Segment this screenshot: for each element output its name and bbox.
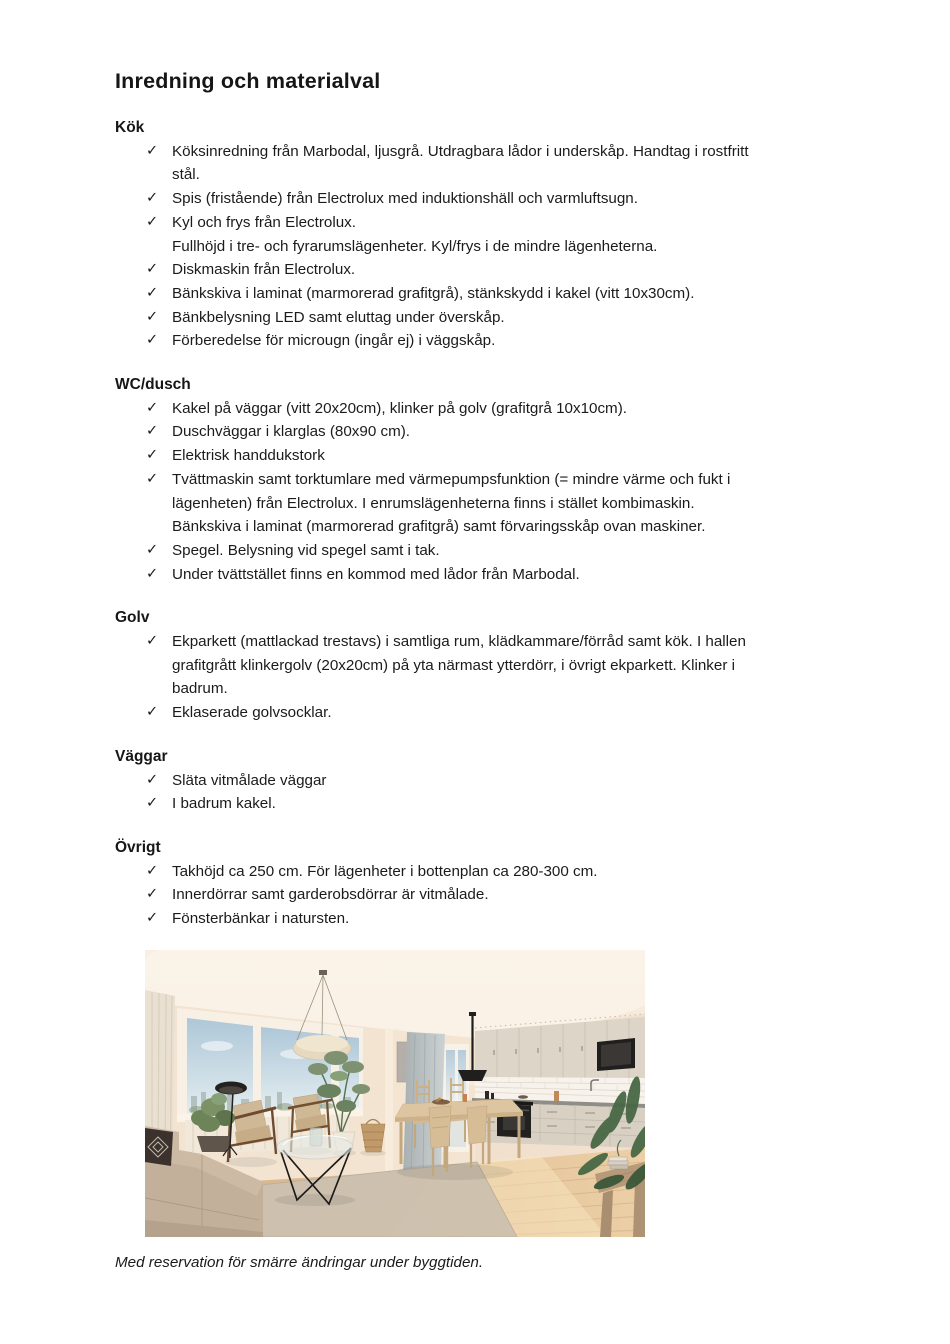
check-icon: ✓ [146,470,159,487]
list-item [115,258,835,282]
list-item-text: Fönsterbänkar i natursten. [172,910,350,928]
list-item-text: Takhöjd ca 250 cm. För lägenheter i bottenplan ca 280-300 cm. [172,862,598,880]
check-icon: ✓ [146,213,159,230]
list-item-text: Spegel. Belysning vid spegel samt i tak. [172,541,440,559]
check-icon: ✓ [146,565,159,582]
list-item-text: Kyl och frys från Electrolux. [172,213,357,231]
check-icon: ✓ [146,541,159,558]
check-icon: ✓ [146,284,159,301]
check-icon: ✓ [146,886,159,903]
list-item [115,701,835,725]
list-item-text: lägenheten) från Electrolux. I enrumslägenheterna finns i stället kombimaskin. [172,494,695,512]
check-icon: ✓ [146,399,159,416]
section-wc-dusch [115,373,835,586]
list-item-text: Ekparkett (mattlackad trestavs) i samtliga rum, klädkammare/förråd samt kök. I hallen [172,633,746,651]
list-item [115,792,835,816]
check-icon: ✓ [146,771,159,788]
check-icon: ✓ [146,862,159,879]
check-icon: ✓ [146,704,159,721]
list-item [115,468,835,539]
interior-photo [145,950,645,1237]
list-item [115,883,835,907]
patterned-pillow [145,1128,173,1166]
list-item [115,329,835,353]
book-stack [608,1157,628,1169]
list-item [115,282,835,306]
list-item-text: stål. [172,166,200,184]
list-item-text: Eklaserade golvsocklar. [172,704,332,722]
check-icon: ✓ [146,633,159,650]
list-item-text: Släta vitmålade väggar [172,771,327,789]
section-heading-wc-dusch: WC/dusch [115,376,191,394]
check-icon: ✓ [146,795,159,812]
list-item [115,563,835,587]
list-item-text: badrum. [172,680,228,698]
check-icon: ✓ [146,261,159,278]
section-heading-ovrigt: Övrigt [115,838,161,856]
section-heading-golv: Golv [115,609,150,627]
list-item-text: Fullhöjd i tre- och fyrarumslägenheter. Kyl/frys i de mindre lägenheterna. [172,237,658,255]
list-item [115,444,835,468]
list-item-text: Spis (fristående) från Electrolux med induktionshäll och varmluftsugn. [172,190,638,208]
list-item-text: Elektrisk handdukstork [172,447,325,465]
footer-note: Med reservation för smärre ändringar under byggtiden. [115,1253,484,1271]
list-item-text: I badrum kakel. [172,795,276,813]
list-item [115,397,835,421]
section-golv [115,606,835,725]
check-icon: ✓ [146,332,159,349]
list-item-text: Innerdörrar samt garderobsdörrar är vitmålade. [172,886,489,904]
check-icon: ✓ [146,423,159,440]
section-ovrigt [115,836,835,931]
section-kok [115,116,835,353]
list-item [115,907,835,931]
check-icon: ✓ [146,190,159,207]
kitchen [472,1014,645,1148]
list-item-text: Förberedelse för microugn (ingår ej) i väggskåp. [172,332,496,350]
check-icon: ✓ [146,910,159,927]
list-item-text: Duschväggar i klarglas (80x90 cm). [172,423,411,441]
list-item [115,187,835,211]
list-item-text: Kakel på väggar (vitt 20x20cm), klinker på golv (grafitgrå 10x10cm). [172,399,627,417]
list-item [115,769,835,793]
list-item [115,860,835,884]
list-item-text: Bänkskiva i laminat (marmorerad grafitgrå), stänkskydd i kakel (vitt 10x30cm). [172,284,695,302]
section-heading-vaggar: Väggar [115,747,168,765]
check-icon: ✓ [146,447,159,464]
list-item [115,539,835,563]
list-item [115,630,835,701]
section-heading-kok: Kök [115,119,145,136]
list-item-text: Under tvättstället finns en kommod med lådor från Marbodal. [172,565,580,583]
basket [361,1119,385,1152]
list-item [115,420,835,444]
list-item-text: Köksinredning från Marbodal, ljusgrå. Utdragbara lådor i underskåp. Handtag i rostfritt [172,142,749,160]
list-item [115,140,835,187]
list-item-text: Bänkbelysning LED samt eluttag under överskåp. [172,308,505,326]
check-icon: ✓ [146,142,159,159]
list-item [115,306,835,330]
page-title: Inredning och materialval [115,69,381,93]
list-item-text: Tvättmaskin samt torktumlare med värmepumpsfunktion (= mindre värme och fukt i [172,470,731,488]
list-item-text: Diskmaskin från Electrolux. [172,261,356,279]
list-item-text: Bänkskiva i laminat (marmorerad grafitgrå) samt förvaringsskåp ovan maskiner. [172,518,706,536]
check-icon: ✓ [146,308,159,325]
list-item-text: grafitgrått klinkergolv (20x20cm) på yta närmast ytterdörr, i övrigt ekparkett. Klinker i [172,656,735,674]
section-vaggar [115,745,835,816]
list-item [115,211,835,258]
